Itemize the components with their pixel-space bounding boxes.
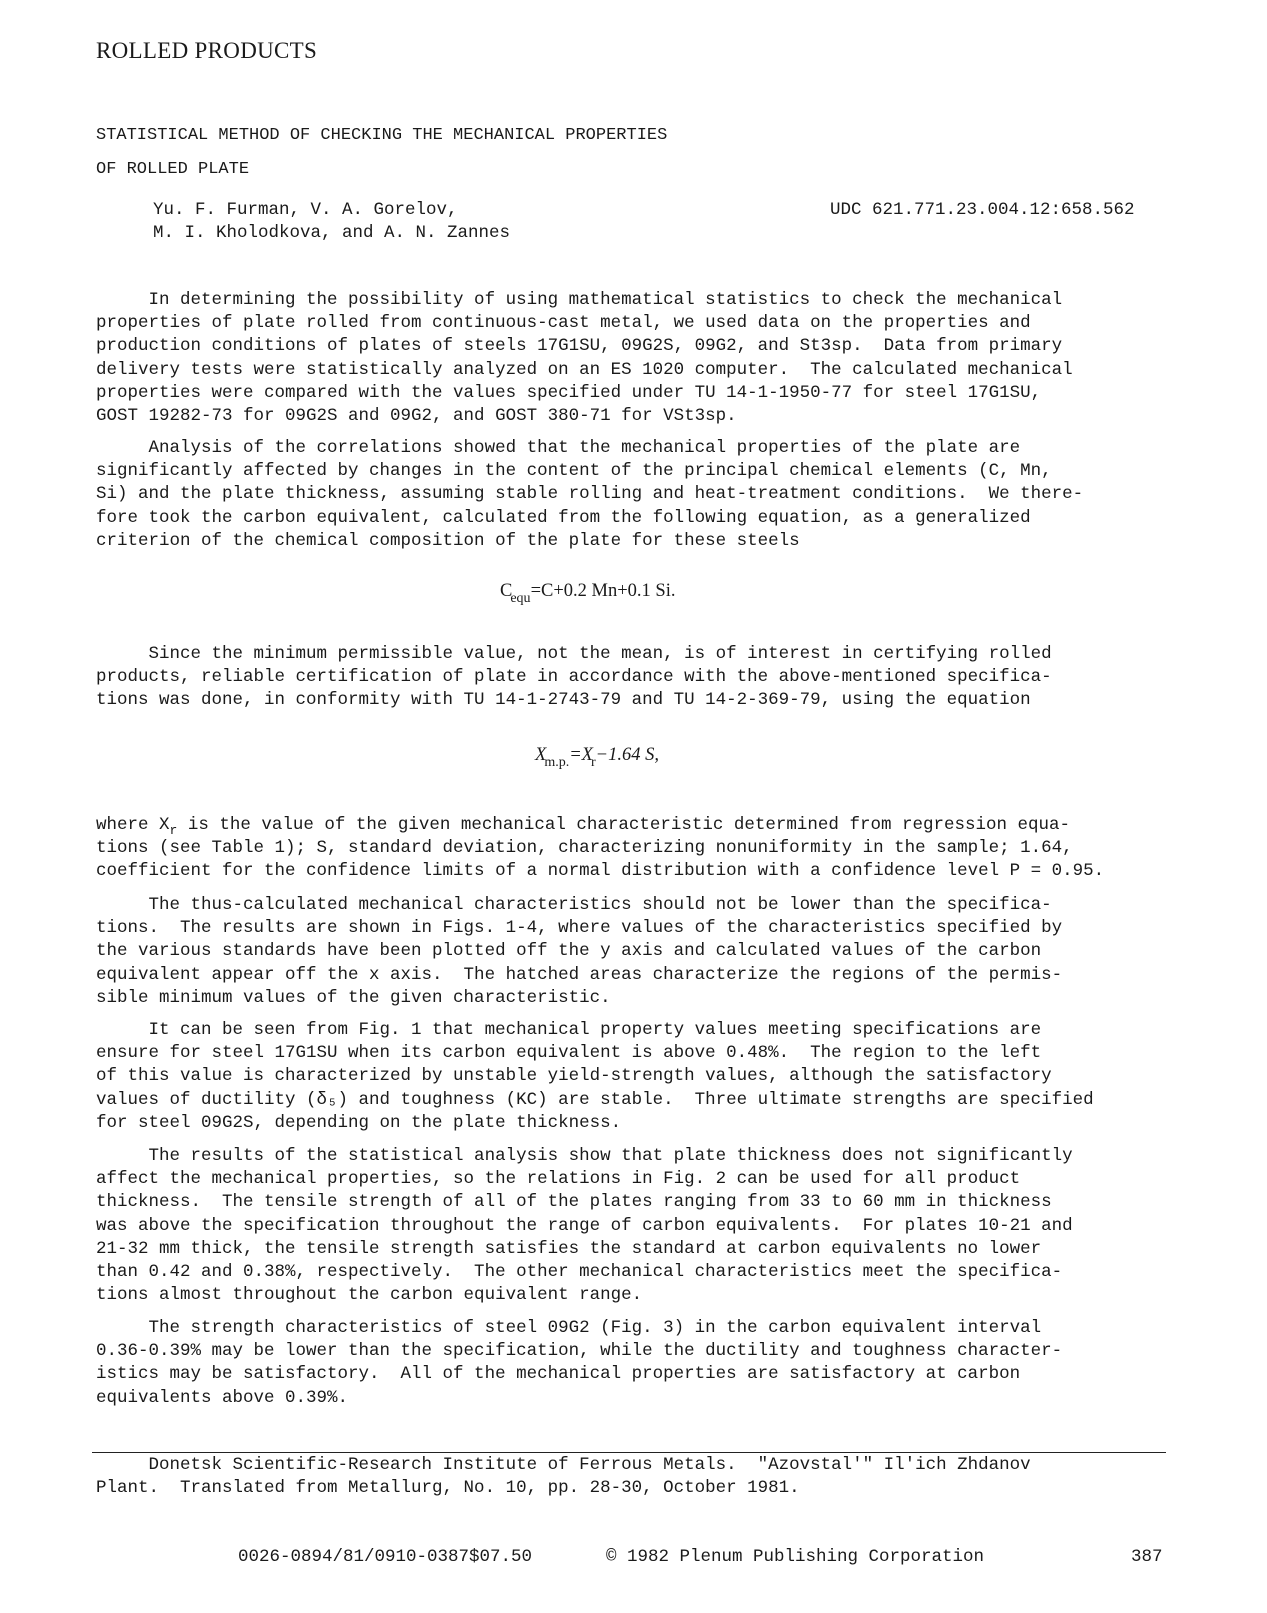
eq2-lhs-subscript: m.p.: [544, 755, 570, 770]
eq2-mid-subscript: r: [591, 755, 596, 770]
paragraph-3: Since the minimum permissible value, not the mean, is of interest in certifying rolled products, reliable certification of plate in accordance with the above-mentioned specifica- tions was done, in conformity with TU 14-1-2743-79 and TU 14-2-369-79, using the equation: [96, 644, 1052, 711]
eq1-lhs-subscript: equ: [510, 591, 531, 606]
paragraph-1: In determining the possibility of using mathematical statistics to check the mechanical properties of plate rolled from continuous-cast metal, we used data on the properties and production conditions of plates of steels 17G1SU, 09G2S, 09G2, and St3sp. Data from primary delivery tests were statistically analyzed on an ES 1020 computer. The calculated mechanical properties were compared with the values specified under TU 14-1-1950-77 for steel 17G1SU, GOST 19282-73 for 09G2S and 09G2, and GOST 380-71 for VSt3sp.: [96, 290, 1073, 427]
paragraph-8: The strength characteristics of steel 09G2 (Fig. 3) in the carbon equivalent interval 0.36-0.39% may be lower than the specification, while the ductility and toughness character- istics may be satisfactory. All of the mechanical properties are satisfactory at carbon equivalents above 0.39%.: [96, 1318, 1063, 1408]
paragraph-5: The thus-calculated mechanical characteristics should not be lower than the specifica- tions. The results are shown in Figs. 1-4, where values of the characteristics specified by the various standards have been plotted off the y axis and calculated values of the carbon equivalent appear off the x axis. The hatched areas characterize the regions of the permis- sible minimum values of the given characteristic.: [96, 895, 1063, 1008]
paragraph-2: Analysis of the correlations showed that the mechanical properties of the plate are significantly affected by changes in the content of the principal chemical elements (C, Mn, Si) and the plate thickness, assuming stable rolling and heat-treatment conditions. We there- fore took the carbon equivalent, calculated from the following equation, as a generalized criterion of the chemical composition of the plate for these steels: [96, 438, 1084, 551]
p4-start: where X: [96, 815, 170, 835]
eq2-lhs: X: [535, 745, 547, 765]
footnote: Donetsk Scientific-Research Institute of Ferrous Metals. "Azovstal'" Il'ich Zhdanov Plant. Translated from Metallurg, No. 10, pp. 28-30, October 1981.: [96, 1455, 1031, 1499]
eq2-mid: =X: [569, 745, 593, 765]
eq2-rhs: −1.64 S,: [595, 745, 660, 765]
footer-code: 0026-0894/81/0910-0387$07.50: [238, 1547, 533, 1567]
paragraph-4: [96, 814, 1206, 884]
paragraph-6: It can be seen from Fig. 1 that mechanical property values meeting specifications are ensure for steel 17G1SU when its carbon equivalent is above 0.48%. The region to the left of this value is characterized by unstable yield-strength values, although the satisfactory values of ductility (δ₅) and toughness (KC) are stable. Three ultimate strengths are specified for steel 09G2S, depending on the plate thickness.: [96, 1020, 1094, 1133]
title-line-2: OF ROLLED PLATE: [96, 160, 250, 179]
author-list: [153, 199, 510, 245]
authors-line-1: Yu. F. Furman, V. A. Gorelov,: [153, 200, 458, 220]
udc-code: UDC 621.771.23.004.12:658.562: [830, 200, 1135, 220]
paragraph-7: The results of the statistical analysis show that plate thickness does not significantly affect the mechanical properties, so the relations in Fig. 2 can be used for all product thickness. The tensile strength of all of the plates ranging from 33 to 60 mm in thickness was above the specification throughout the range of carbon equivalents. For plates 10-21 and 21-32 mm thick, the tensile strength satisfies the standard at carbon equivalents no lower than 0.42 and 0.38%, respectively. The other mechanical characteristics meet the specifica- tions almost throughout the carbon equivalent range.: [96, 1146, 1073, 1306]
authors-line-2: M. I. Kholodkova, and A. N. Zannes: [153, 223, 511, 243]
p4-subscript: r: [169, 823, 178, 838]
equation-minimum-permissible: [535, 745, 660, 770]
page-number: 387: [1131, 1547, 1163, 1567]
footnote-divider: [92, 1452, 1166, 1453]
article-title: [96, 119, 667, 187]
title-line-1: STATISTICAL METHOD OF CHECKING THE MECHANICAL PROPERTIES: [96, 126, 668, 145]
section-header: ROLLED PRODUCTS: [96, 38, 318, 63]
eq1-lhs: C: [500, 581, 513, 601]
p4-rest: is the value of the given mechanical characteristic determined from regression equa- tions (see Table 1); S, standard deviation, characterizing nonuniformity in the sample; 1.64, coefficient for the confidence limits of a normal distribution with a confidence level P = 0.95.: [96, 815, 1105, 882]
eq1-rhs: =C+0.2 Mn+0.1 Si.: [530, 581, 676, 601]
footer-copyright: © 1982 Plenum Publishing Corporation: [606, 1547, 985, 1567]
equation-carbon-equivalent: [500, 581, 676, 606]
